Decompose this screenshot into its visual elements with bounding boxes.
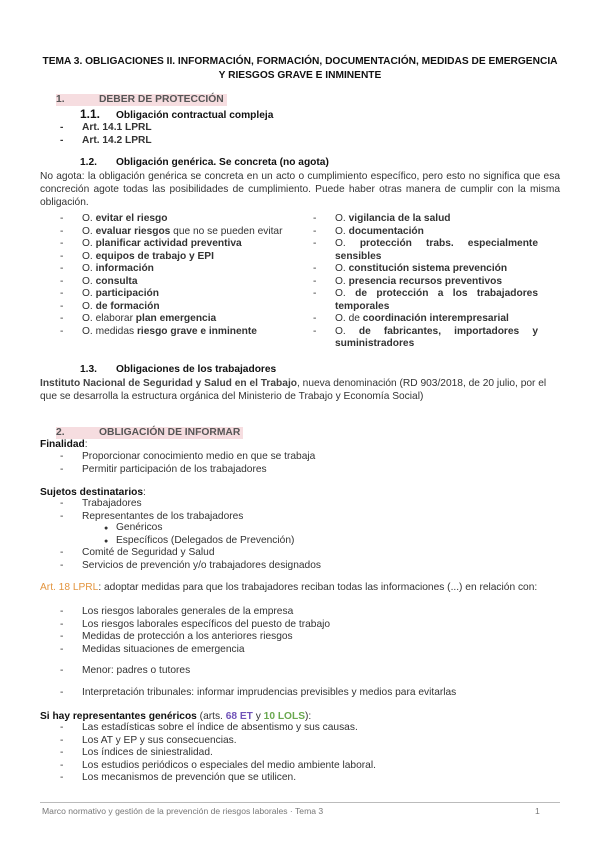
genericos-heading: Si hay representantes genéricos (arts. 68 ET y 10 LOLS): — [40, 711, 312, 722]
no-agota-paragraph: No agota: la obligación genérica se concreta en un acto o cumplimiento específico, pero esto no significa que esa concreción agote todas las posibilidades de cumplimiento. Puede haber otras manera de cumplir con la misma obligación. — [40, 171, 560, 208]
obligation-item: - O. planificar actividad preventiva — [60, 238, 294, 251]
section-2-number: 2. — [56, 427, 99, 439]
section-1-number: 1. — [56, 94, 99, 106]
articles-list — [60, 122, 152, 147]
subsection-number: 1.1. — [80, 107, 101, 121]
art10-lols-reference: 10 LOLS — [263, 711, 305, 722]
section-1-heading — [56, 94, 227, 106]
subsection-1-1-heading — [80, 107, 273, 121]
obligations-right-column — [313, 213, 538, 351]
article-item: - Art. 14.1 LPRL — [60, 122, 152, 135]
list-item: - Los índices de siniestralidad. — [60, 747, 376, 760]
section-1-label: DEBER DE PROTECCIÓN — [99, 94, 227, 106]
finalidad-list — [60, 451, 315, 476]
footer-divider — [40, 802, 560, 803]
obligation-item: - O. participación — [60, 288, 294, 301]
subsection-label: Obligaciones de los trabajadores — [116, 364, 277, 375]
obligation-item: - O. información — [60, 263, 294, 276]
obligation-item: - O. de fabricantes, importadores y suministradores — [313, 326, 538, 351]
art18-text: : adoptar medidas para que los trabajadores reciban todas las informaciones (...) en relación con: — [98, 582, 538, 593]
list-item: - Medidas situaciones de emergencia — [60, 644, 330, 657]
sujetos-sublist — [104, 522, 294, 547]
obligation-item: - O. constitución sistema prevención — [313, 263, 538, 276]
footer-text: Marco normativo y gestión de la prevención de riesgos laborales · Tema 3 — [42, 806, 324, 816]
obligation-item: - O. evaluar riesgos que no se pueden evitar — [60, 226, 294, 239]
list-item: - Los mecanismos de prevención que se utilicen. — [60, 772, 376, 785]
obligation-item: - O. de protección a los trabajadores temporales — [313, 288, 538, 313]
article-item: - Art. 14.2 LPRL — [60, 135, 152, 148]
obligation-item: - O. presencia recursos preventivos — [313, 276, 538, 289]
list-item: - Interpretación tribunales: informar imprudencias previsibles y medios para evitarlas — [60, 687, 456, 700]
list-item: - Los riesgos laborales específicos del puesto de trabajo — [60, 619, 330, 632]
obligation-item: - O. consulta — [60, 276, 294, 289]
instituto-paragraph — [40, 377, 560, 403]
informaciones-list — [60, 606, 330, 656]
subsection-1-3-heading — [80, 364, 276, 375]
subsection-number: 1.3. — [80, 364, 97, 375]
list-item: - Permitir participación de los trabajadores — [60, 464, 315, 477]
obligation-item: - O. de formación — [60, 301, 294, 314]
subsection-label: Obligación genérica. Se concreta (no agota) — [116, 157, 329, 168]
list-item: - Los AT y EP y sus consecuencias. — [60, 735, 376, 748]
sujetos-list-a — [60, 498, 243, 523]
page-number: 1 — [535, 806, 540, 816]
page-title: TEMA 3. OBLIGACIONES II. INFORMACIÓN, FORMACIÓN, DOCUMENTACIÓN, MEDIDAS DE EMERGENCIA Y RIESGOS GRAVE E INMINENTE — [42, 56, 558, 81]
list-item: - Comité de Seguridad y Salud — [60, 547, 321, 560]
list-item: - Los estudios periódicos o especiales del medio ambiente laboral. — [60, 760, 376, 773]
obligations-left-column — [60, 213, 294, 338]
sujetos-heading: Sujetos destinatarios: — [40, 487, 146, 498]
obligation-item: - O. elaborar plan emergencia — [60, 313, 294, 326]
obligation-item: - O. vigilancia de la salud — [313, 213, 538, 226]
interpretacion-list — [60, 687, 456, 700]
instituto-description: , nueva denominación (RD 903/2018, de 20 julio, por el que se desarrolla la estructura orgánica del Ministerio de Trabajo y Economía Social) — [40, 378, 547, 402]
list-item: ● Genéricos — [104, 522, 294, 535]
obligation-item: - O. medidas riesgo grave e inminente — [60, 326, 294, 339]
art18-reference: Art. 18 LPRL — [40, 582, 99, 593]
menor-list — [60, 665, 190, 678]
list-item: - Trabajadores — [60, 498, 243, 511]
finalidad-heading: Finalidad: — [40, 439, 88, 450]
obligation-item: - O. de coordinación interempresarial — [313, 313, 538, 326]
instituto-name: Instituto Nacional de Seguridad y Salud en el Trabajo — [40, 378, 297, 389]
subsection-number: 1.2. — [80, 157, 97, 168]
obligation-item: - O. equipos de trabajo y EPI — [60, 251, 294, 264]
list-item: - Las estadísticas sobre el índice de absentismo y sus causas. — [60, 722, 376, 735]
sujetos-list-b — [60, 547, 321, 572]
obligation-item: - O. protección trabs. especialmente sensibles — [313, 238, 538, 263]
obligation-item: - O. evitar el riesgo — [60, 213, 294, 226]
list-item: - Representantes de los trabajadores — [60, 511, 243, 524]
list-item: - Proporcionar conocimiento medio en que se trabaja — [60, 451, 315, 464]
subsection-label: Obligación contractual compleja — [116, 110, 274, 121]
list-item: - Menor: padres o tutores — [60, 665, 190, 678]
list-item: - Los riesgos laborales generales de la empresa — [60, 606, 330, 619]
list-item: - Medidas de protección a los anteriores riesgos — [60, 631, 330, 644]
art68-et-reference: 68 ET — [225, 711, 253, 722]
subsection-1-2-heading — [80, 157, 329, 168]
obligation-item: - O. documentación — [313, 226, 538, 239]
section-2-label: OBLIGACIÓN DE INFORMAR — [99, 427, 243, 439]
list-item: - Servicios de prevención y/o trabajadores designados — [60, 560, 321, 573]
genericos-list — [60, 722, 376, 785]
list-item: ● Específicos (Delegados de Prevención) — [104, 535, 294, 548]
art18-paragraph — [40, 581, 560, 594]
